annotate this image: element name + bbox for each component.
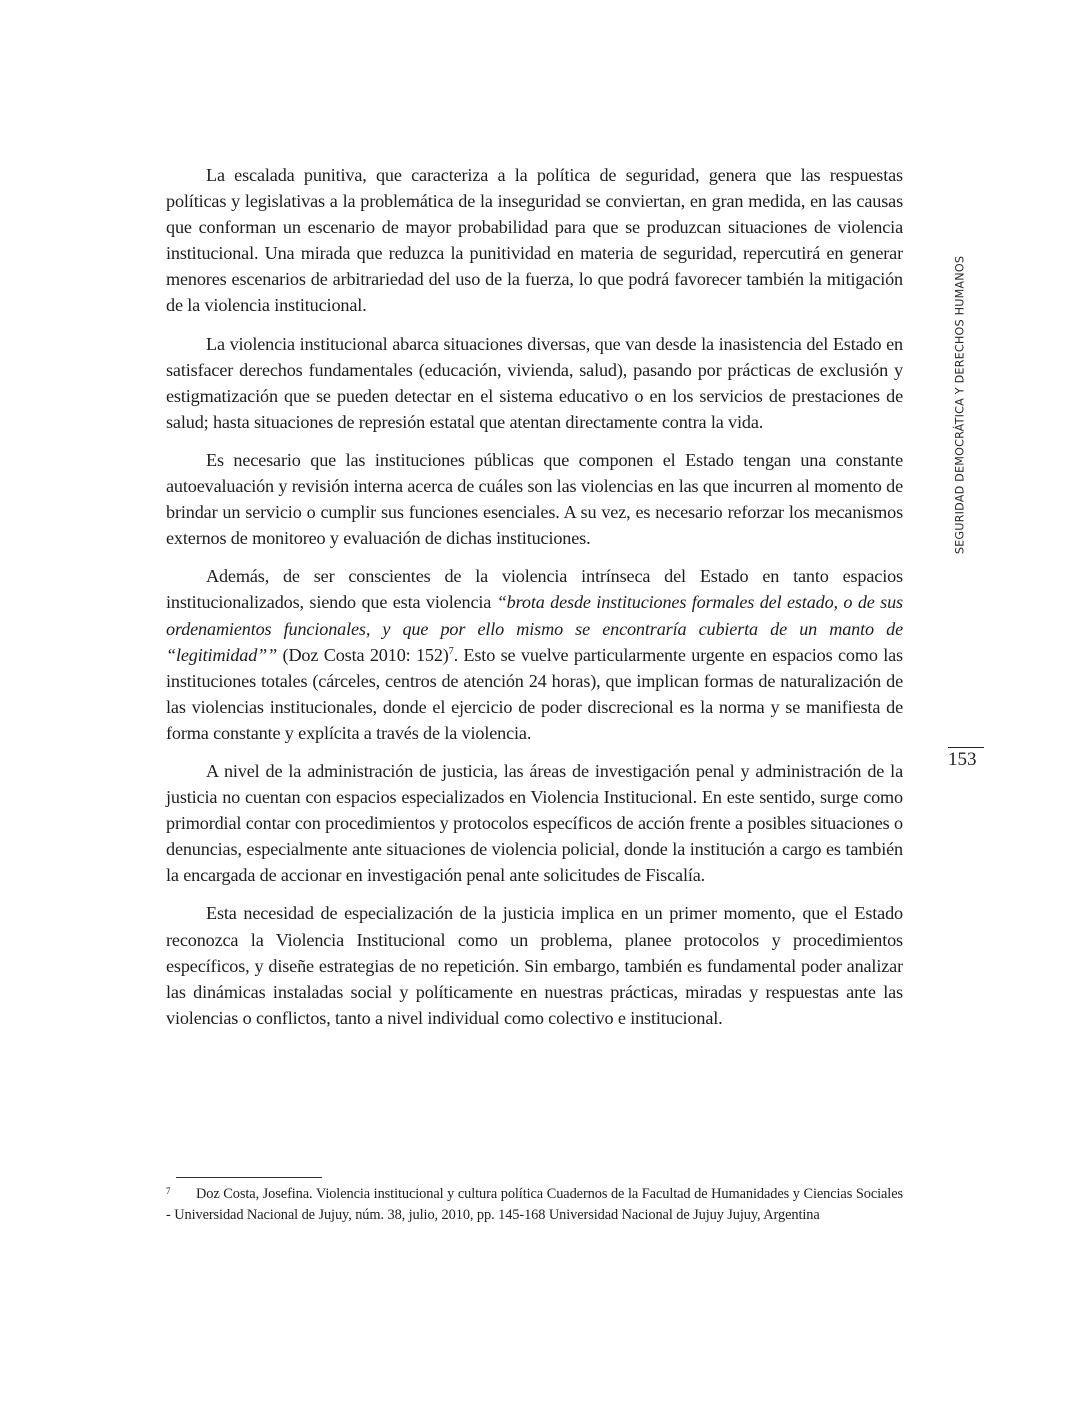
paragraph-4-intro: Además, de ser conscientes de la violencia intrínseca del Estado en tanto espacios institucionalizados, siendo que esta violencia <box>166 566 903 613</box>
footnote-separator <box>176 1177 322 1178</box>
paragraph-4 <box>166 563 903 746</box>
footnote <box>166 1184 903 1226</box>
citation: (Doz Costa 2010: 152) <box>277 644 449 665</box>
paragraph-5: A nivel de la administración de justicia, las áreas de investigación penal y administración de la justicia no cuentan con espacios especializados en Violencia Institucional. En este sentido, surge como primordial contar con procedimientos y protocolos específicos de acción frente a posibles situaciones o denuncias, especialmente ante situaciones de violencia policial, donde la institución a cargo es también la encargada de accionar en investigación penal ante solicitudes de Fiscalía. <box>166 760 903 886</box>
paragraph-1: La escalada punitiva, que caracteriza a la política de seguridad, genera que las respuestas políticas y legislativas a la problemática de la inseguridad se conviertan, en gran medida, en las causas que conforman un escenario de mayor probabilidad para que se produzcan situaciones de violencia institucional. Una mirada que reduzca la punitividad en materia de seguridad, repercutirá en generar menores escenarios de arbitrariedad del uso de la fuerza, lo que podrá favorecer también la mitigación de la violencia institucional. <box>166 165 903 316</box>
paragraph-4-rest: . Esto se vuelve particularmente urgente en espacios como las instituciones totales (cárceles, centros de atención 24 horas), que implican formas de naturalización de las violencias institucionales, donde el ejercicio de poder discrecional es la norma y se manifiesta de forma constante y explícita a través de la violencia. <box>166 644 903 743</box>
page-number: 153 <box>948 749 977 770</box>
footnote-text: Doz Costa, Josefina. Violencia institucional y cultura política Cuadernos de la Facultad de Humanidades y Ciencias Sociales - Universidad Nacional de Jujuy, núm. 38, julio, 2010, pp. 145-168 Universidad Nacional de Jujuy Jujuy, Argentina <box>166 1186 903 1223</box>
footnote-reference[interactable]: 7 <box>448 645 454 657</box>
paragraph-3: Es necesario que las instituciones públicas que componen el Estado tengan una constante autoevaluación y revisión interna acerca de cuáles son las violencias en las que incurren al momento de brindar un servicio o cumplir sus funciones esenciales. A su vez, es necesario reforzar los mecanismos externos de monitoreo y evaluación de dichas instituciones. <box>166 449 904 549</box>
paragraph-2: La violencia institucional abarca situaciones diversas, que van desde la inasistencia del Estado en satisfacer derechos fundamentales (educación, vivienda, salud), pasando por prácticas de exclusión y estigmatización que se pueden detectar en el sistema educativo o en los servicios de prestaciones de salud; hasta situaciones de represión estatal que atentan directamente contra la vida. <box>166 333 903 432</box>
paragraph-6: Esta necesidad de especialización de la justicia implica en un primer momento, que el Estado reconozca la Violencia Institucional como un problema, planee protocolos y procedimientos específicos, y diseñe estrategias de no repetición. Sin embargo, también es fundamental poder analizar las dinámicas instaladas social y políticamente en nuestras prácticas, miradas y respuestas ante las violencias o conflictos, tanto a nivel individual como colectivo e institucional. <box>166 903 903 1028</box>
footnote-number: 7 <box>166 1186 171 1196</box>
running-header: SEGURIDAD DEMOCRÁTICA Y DERECHOS HUMANOS <box>953 255 967 555</box>
italic-quotation: “brota desde instituciones formales del estado, o de sus ordenamientos funcionales, y que por ello mismo se encontraría cubierta de un manto de “legitimidad”” <box>166 592 903 665</box>
page-number-rule <box>948 747 984 748</box>
body-text <box>166 162 903 1043</box>
